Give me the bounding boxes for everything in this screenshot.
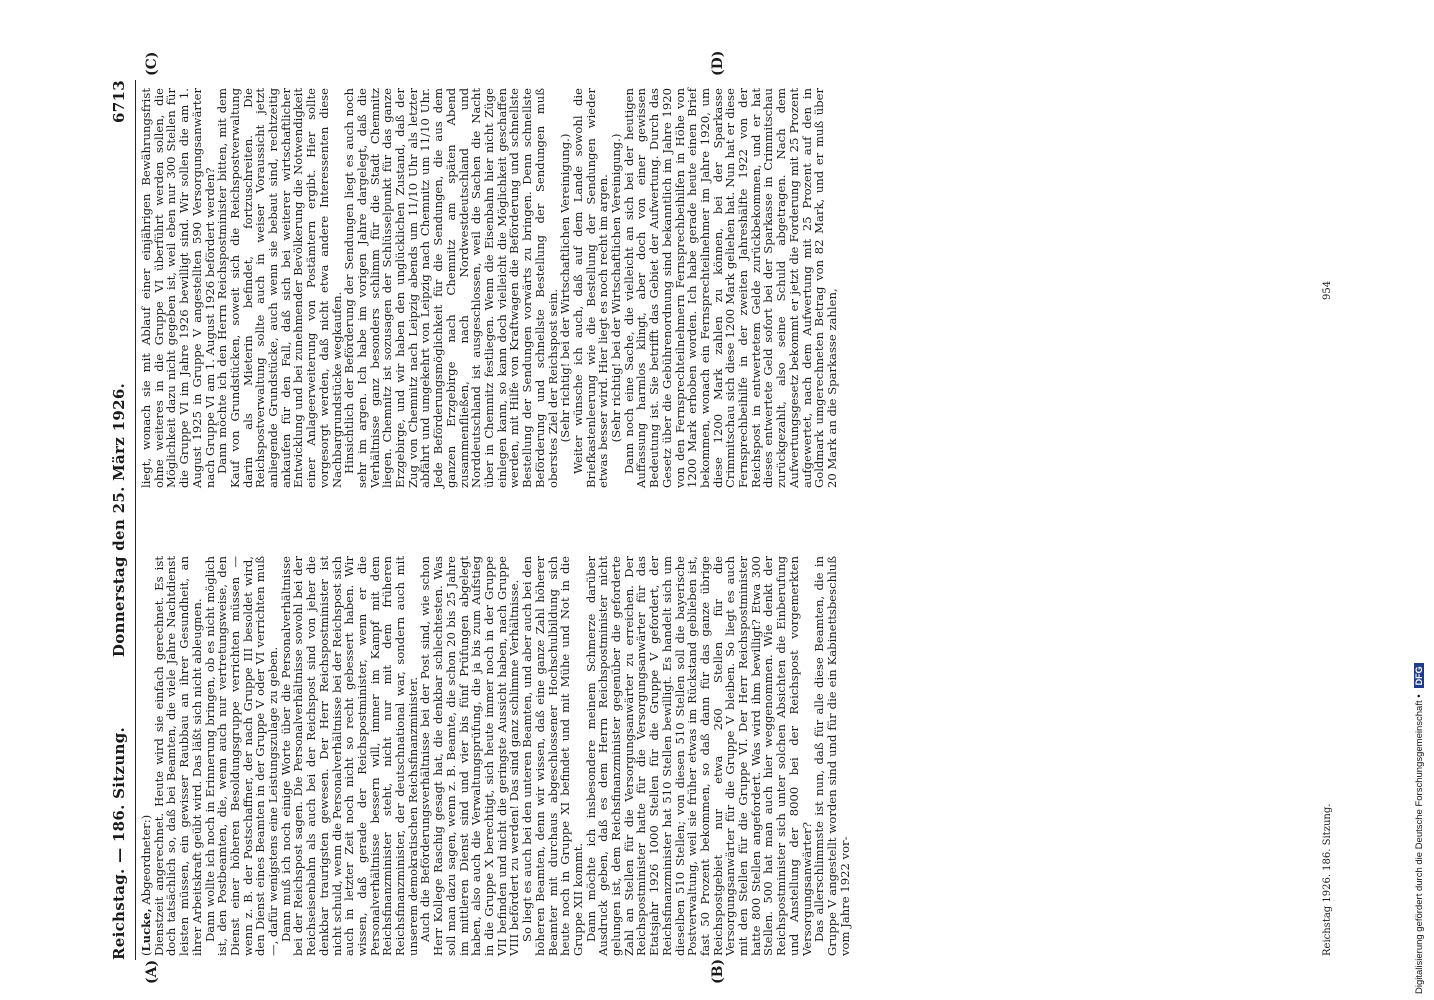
paragraph: Dann noch eine Sache, die vielleicht an sich bei der heutigen Auffassung harmlos klingt, aber doch von einer gewissen Bedeutung ist. Sie betrifft das Gebiet der Aufwertung. Durch das Gesetz über die Gebührenordnung sind bekanntlich im Jahre 1920 von den Fernsprechteilnehmern Fernsprechbeihilfen in Höhe von 1200 Mark erhoben worden. Ich habe gerade heute einen Brief bekommen, wonach ein Fernsprechteilnehmer im Jahre 1920, um diese 1200 Mark zahlen zu können, bei der Sparkasse Crimmitschau sich diese 1200 Mark geliehen hat. Nun hat er diese Fernsprechbeihilfe in der zweiten Jahreshälfte 1922 von der Reichspost in entwertetem Gelde zurückbekommen, und er hat dieses entwertete Geld sofort bei der Sparkasse in Crimmitschau zurückgezahlt, also seine Schuld abgetragen. Nach dem Aufwertungsgesetz bekommt er jetzt die Forderung mit 25 Prozent aufgewertet, nach dem Aufwertung mit 25 Prozent auf den in Goldmark umgerechneten Betrag von 82 Mark, und er muß über 20 Mark an die Sparkasse zahlen, — [621, 88, 839, 488]
speaker-name: Lucke, — [139, 908, 153, 952]
paragraph: Auch die Beförderungsverhältnisse bei der Post sind, wie schon Herr Kollege Raschig gesagt hat, die denkbar schlechtesten. Was soll man dazu sagen, wenn z. B. Beamte, die schon 20 bis 25 Jahre im mittleren Dienst sind und vier bis fünf Prüfungen abgelegt haben, also auch die Verwaltungsprüfung, die ja bis zum Aufstieg in die Gruppe X berechtigt, sich heute immer noch in der Gruppe VII befinden und nicht die geringste Aussicht haben, nach Gruppe VIII befördert zu werden! Das sind ganz schlimme Verhältnisse. — [418, 556, 522, 956]
paragraph: Das allerschlimmste ist nun, daß für alle diese Beamten, die in Gruppe V angestellt worden sind und für die ein Kabinettsbeschluß vom Jahre 1922 vor- — [812, 556, 852, 956]
interjection: (Sehr richtig! bei der Wirtschaftlichen Vereinigung.) — [558, 133, 573, 443]
header-left: Reichstag. — 186. Sitzung. — [110, 726, 128, 960]
left-column — [140, 556, 851, 956]
paragraph: Weiter wünsche ich auch, daß auf dem Lande sowohl die Briefkastenleerung wie die Bestellung der Sendungen wieder etwas besser wird. Hier liegt es noch recht im argen. — [570, 88, 611, 488]
rotated-page — [110, 50, 1340, 984]
speaker-role: Abgeordneter: — [139, 819, 153, 905]
page-number: 6713 — [110, 80, 128, 123]
header-date: Donnerstag den 25. März 1926. — [110, 382, 128, 658]
paragraph: Dann möchte ich insbesondere meinem Schmerze darüber Ausdruck geben, daß es dem Herrn Reichspostminister nicht gelungen ist, dem Reichsfinanzminister gegenüber die geforderte Zahl an Stellen für die Versorgungsanwärter zu erreichen. Der Reichspostminister hatte für die Versorgungsanwärter für das Etatsjahr 1926 1000 Stellen für die Gruppe V gefordert, der Reichsfinanzminister hat 510 Stellen bewilligt. Es handelt sich um dieselben 510 Stellen; von diesen 510 Stellen soll die bayerische Postverwaltung, weil sie früher etwas im Rückstand geblieben ist, fast 50 Prozent bekommen, so daß dann für das ganze übrige Reichspostgebiet nur etwa 260 Stellen für die Versorgungsanwärter für die Gruppe V bleiben. So liegt es auch mit den Stellen für die Gruppe VI. Der Herr Reichspostminister hatte 800 Stellen angefordert. Was wird ihm bewilligt? Etwa 300 Stellen. 500 hat man auch hier weggenommen. Wie denkt der Reichspostminister sich unter solchen Absichten die Einberufung und Anstellung der 8000 bei der Reichspost vorgemerkten Versorgungsanwärter? — [583, 556, 814, 956]
margin-marker-a: (A) — [144, 959, 160, 984]
paragraph: liegt, wonach sie mit Ablauf einer einjährigen Bewährungsfrist ohne weiteres in die Gruppe VI überführt werden sollen, die Möglichkeit dazu nicht gegeben ist, weil eben nur 300 Stellen für die Gruppe VI im Jahre 1926 bewilligt sind. Wir sollen die am 1. August 1925 in Gruppe V angestellten 590 Versorgungsanwärter nach Gruppe VI am 1. August 1926 befördert werden? — [139, 88, 217, 488]
watermark-text: Digitalisierung gefördert durch die Deutsche Forschungsgemeinschaft • — [1414, 694, 1425, 994]
interjection: (Sehr richtig! bei der Wirtschaftlichen Vereinigung.) — [609, 133, 624, 443]
footer-signature: 954 — [1322, 280, 1333, 300]
paragraph: So liegt es auch bei den unteren Beamten, und aber auch bei den höheren Beamten, denn wir wissen, daß eine ganze Zahl höherer Beamter mit durchaus abgeschlossener Hochschulbildung sich heute noch in Gruppe XI befindet und mit Mühe und Not in die Gruppe XII kommt. — [520, 556, 585, 956]
paragraph: Dann muß ich noch einige Worte über die Personalverhältnisse bei der Reichspost sagen. Die Personalverhältnisse sowohl bei der Reichseisenbahn als auch bei der Reichspost sind von jeher die denkbar traurigsten gewesen. Der Herr Reichspostminister ist nicht schuld, wenn die Personalverhältnisse bei der Reichspost sich auch in letzter Zeit noch nicht so recht gebessert haben. Wir wissen, daß gerade der Reichspostminister, wenn er die Personalverhältnisse bessern will, immer im Kampf mit dem Reichsfinanzminister steht, nicht nur mit dem früheren Reichsfinanzminister, der deutschnational war, sondern auch mit unserem demokratischen Reichsfinanzminister. — [278, 556, 420, 956]
margin-marker-b: (B) — [710, 958, 726, 984]
paragraph: Dann wollte ich noch in Erinnerung bringen, ob es nicht möglich ist, den Postbeamten, die, wenn auch nur vertretungsweise, den Dienst einer höheren Besoldungsgruppe verrichten müssen — wenn z. B. der Postschaffner, der nach Gruppe III besoldet wird, den Dienst eines Beamten in der Gruppe V oder VI verrichten muß —, dafür wenigstens eine Leistungszulage zu geben. — [202, 556, 281, 956]
paragraph: Dann möchte ich den Herrn Reichspostminister bitten, mit dem Kauf von Grundstücken, soweit sich die Reichspostverwaltung darin als Mieterin befindet, fortzuschreiten. Die Reichspostverwaltung sollte auch in weiser Voraussicht jetzt anliegende Grundstücke, auch wenn sie bebaut sind, rechtzeitig ankaufen für den Fall, daß sich bei weiterer wirtschaftlicher Entwicklung und bei zunehmender Bevölkerung die Notwendigkeit einer Anlageerweiterung von Postämtern ergibt. Hier sollte vorgesorgt werden, daß nicht etwa andere Interessenten diese Nachbargrundstücke wegkaufen. — [215, 88, 344, 488]
margin-marker-d: (D) — [710, 50, 726, 76]
margin-marker-c: (C) — [144, 51, 160, 76]
paragraph: Dienstzeit angerechnet. Heute wird sie einfach gerechnet. Es ist doch tatsächlich so, daß bei Beamten, die viele Jahre Nachtdienst leisten müssen, ein gewisser Raubbau an ihrer Gesundheit, an ihrer Arbeitskraft geübt wird. Das läßt sich nicht ableugnen. — [151, 556, 204, 956]
speaker-line: (Lucke, Abgeordneter:) — [139, 814, 153, 956]
footer-session: Reichstag 1926. 186. Sitzung. — [1322, 803, 1333, 956]
right-column — [140, 88, 839, 488]
page-header — [110, 80, 134, 960]
dfg-logo: DFG — [1414, 663, 1424, 688]
header-rule — [135, 80, 136, 960]
dfg-watermark — [1414, 663, 1425, 994]
paragraph: Hinsichtlich der Beförderung der Sendungen liegt es auch noch sehr im argen. Ich habe im vorigen Jahre dargelegt, daß die Verhältnisse ganz besonders schlimm für die Stadt Chemnitz liegen. Chemnitz ist sozusagen der Schlüsselpunkt für das ganze Erzgebirge, und wir haben den unglücklichen Zustand, daß der Zug von Chemnitz nach Leipzig abends um 11/10 Uhr als letzter abfährt und umgekehrt von Leipzig nach Chemnitz um 11/10 Uhr. Jede Beförderungsmöglichkeit für die Sendungen, die aus dem ganzen Erzgebirge nach Chemnitz am späten Abend zusammenfließen, nach Nordwestdeutschland und Norddeutschland ist ausgeschlossen, weil die Sachen die Nacht über in Chemnitz festliegen. Wenn die Eisenbahn hier nicht Züge einlegen kann, so kann doch vielleicht die Möglichkeit geschaffen werden, mit Hilfe von Kraftwagen die Beförderung und schnellste Bestellung der Sendungen vorwärts zu bringen. Denn schnellste Beförderung und schnellste Bestellung der Sendungen muß oberstes Ziel der Reichspost sein. — [342, 88, 560, 488]
